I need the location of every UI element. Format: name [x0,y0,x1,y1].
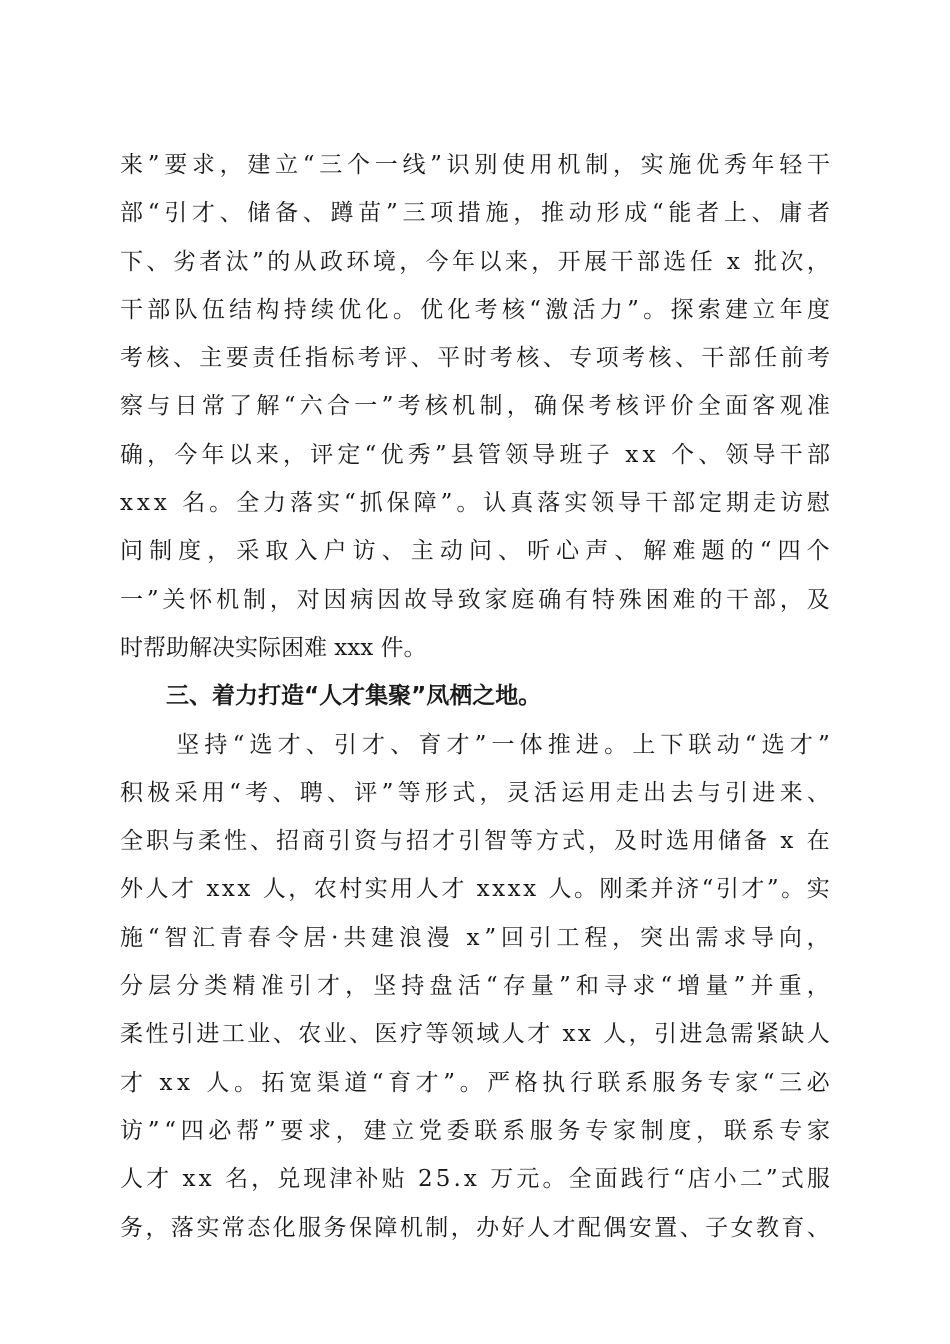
paragraph-line: x x x 名 。 全 力 落 实 “ 抓 保 障 ” 。 认 真 落 实 领 导 干 部 定 期 走 访 慰 [120,490,830,517]
paragraph-line: 全 职 与 柔 性 、 招 商 引 资 与 招 才 引 智 等 方 式 ， 及 时 选 用 储 备 x 在 [120,828,830,855]
paragraph-line: 一 ” 关 怀 机 制 ， 对 因 病 因 故 导 致 家 庭 确 有 特 殊 困 难 的 干 部 ， 及 [120,586,830,613]
paragraph-line: 施 “ 智 汇 青 春 令 居 · 共 建 浪 漫 x ” 回 引 工 程 ， 突 出 需 求 导 向 ， [120,924,830,951]
paragraph-line: 坚 持 “ 选 才 、 引 才 、 育 才 ” 一 体 推 进 。 上 下 联 动 “ 选 才 ” [176,731,830,758]
paragraph-line: 积 极 采 用 “ 考 、 聘 、 评 ” 等 形 式 ， 灵 活 运 用 走 出 去 与 引 进 来 、 [120,779,830,806]
document-body [120,141,830,1252]
paragraph-line: 外 人 才 x x x 人 ， 农 村 实 用 人 才 x x x x 人 。 刚 柔 并 济 “ 引 才 ” 。 实 [120,876,830,903]
paragraph-line: 问 制 度 ， 采 取 入 户 访 、 主 动 问 、 听 心 声 、 解 难 题 的 “ 四 个 [120,538,830,565]
paragraph-line: 考 核 、 主 要 责 任 指 标 考 评 、 平 时 考 核 、 专 项 考 核 、 干 部 任 前 考 [120,345,830,372]
paragraph-line: 下 、 劣 者 汰 ” 的 从 政 环 境 ， 今 年 以 来 ， 开 展 干 部 选 任 x 批 次 ， [120,248,830,275]
paragraph-line: 柔 性 引 进 工 业 、 农 业 、 医 疗 等 领 域 人 才 x x 人 ， 引 进 急 需 紧 缺 人 [120,1021,830,1048]
paragraph-line: 部 “ 引 才 、 储 备 、 蹲 苗 ” 三 项 措 施 ， 推 动 形 成 “ 能 者 上 、 庸 者 [120,200,830,227]
paragraph-line: 确 ， 今 年 以 来 ， 评 定 “ 优 秀 ” 县 管 领 导 班 子 x x 个 、 领 导 干 部 [120,441,830,468]
paragraph-line: 人 才 x x 名 ， 兑 现 津 补 贴 2 5 . x 万 元 。 全 面 践 行 “ 店 小 二 ” 式 服 [120,1166,830,1193]
paragraph-line: 来 ” 要 求 ， 建 立 “ 三 个 一 线 ” 识 别 使 用 机 制 ， 实 施 优 秀 年 轻 干 [120,152,830,178]
paragraph-line: 务 ， 落 实 常 态 化 服 务 保 障 机 制 ， 办 好 人 才 配 偶 安 置 、 子 女 教 育 、 [120,1214,830,1241]
paragraph-line: 察 与 日 常 了 解 “ 六 合 一 ” 考 核 机 制 ， 确 保 考 核 评 价 全 面 客 观 准 [120,393,830,420]
paragraph-line: 访 ” “ 四 必 帮 ” 要 求 ， 建 立 党 委 联 系 服 务 专 家 制 度 ， 联 系 专 家 [120,1117,830,1144]
section-heading: 三、着力打造“人才集聚”凤栖之地。 [166,683,542,710]
paragraph-line: 时帮助解决实际困难 xxx 件。 [120,634,427,661]
paragraph-line: 才 x x 人 。 拓 宽 渠 道 “ 育 才 ” 。 严 格 执 行 联 系 服 务 专 家 “ 三 必 [120,1069,830,1096]
paragraph-line: 分 层 分 类 精 准 引 才 ， 坚 持 盘 活 “ 存 量 ” 和 寻 求 “ 增 量 ” 并 重 ， [120,973,830,1000]
paragraph-line: 干 部 队 伍 结 构 持 续 优 化 。 优 化 考 核 “ 激 活 力 ” 。 探 索 建 立 年 度 [120,296,830,323]
